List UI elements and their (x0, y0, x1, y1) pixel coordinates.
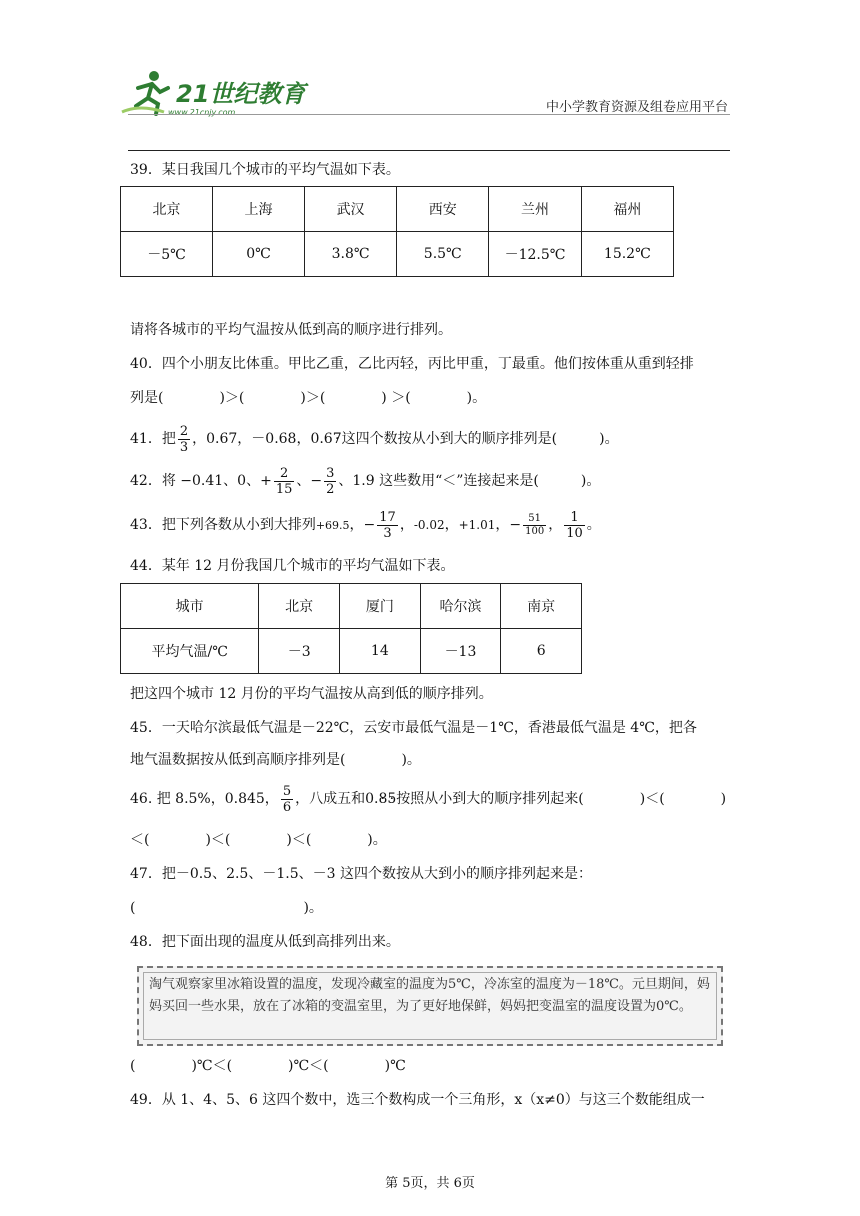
fraction (564, 510, 585, 541)
q42-sep: 、− (296, 473, 323, 489)
q46-suffix: 按照从小到大的顺序排列起来( )＜( ) (396, 791, 727, 807)
question-43 (130, 508, 601, 543)
question-47-line2: ( )。 (130, 900, 323, 916)
fridge-note-text: 淘气观察家里冰箱设置的温度，发现冷藏室的温度为5℃，冷冻室的温度为－18℃。元旦期间，妈妈买回一些水果，放在了冰箱的变温室里，为了更好地保鲜，妈妈把变温室的温度设置为0℃。 (149, 977, 710, 1014)
question-47-line1: 47．把－0.5、2.5、－1.5、－3 这四个数按从大到小的顺序排列起来是： (130, 866, 592, 882)
denominator: 3 (179, 439, 189, 455)
table-cell: 上海 (212, 187, 304, 232)
question-48: 48．把下面出现的温度从低到高排列出来。 (130, 934, 400, 950)
q41-suffix: 这四个数按从小到大的顺序排列是( )。 (341, 431, 619, 447)
repeating-digit: 5 · (387, 791, 396, 807)
numerator: 5 (282, 783, 292, 799)
question-49: 49．从 1、4、5、6 这四个数中，选三个数构成一个三角形，x（x≠0）与这三个数能组成一 (130, 1092, 705, 1108)
header-divider (128, 114, 730, 115)
numerator: 17 (379, 509, 396, 525)
table-cell: 武汉 (304, 187, 396, 232)
denominator: 10 (566, 525, 583, 541)
table-row (121, 629, 582, 674)
header-rule (128, 150, 730, 151)
table-cell: 6 (501, 629, 582, 674)
question-39: 39．某日我国几个城市的平均气温如下表。 (130, 162, 400, 178)
comma: ， (399, 517, 414, 533)
question-45-line1: 45．一天哈尔滨最低气温是－22℃，云安市最低气温是－1℃，香港最低气温是 4℃，把各 (130, 720, 697, 736)
q41-mid: ，0.67，－0.68， (192, 431, 311, 447)
table-cell: 0℃ (212, 232, 304, 277)
question-45-line2: 地气温数据按从低到高顺序排列是( )。 (130, 752, 421, 768)
denominator: 6 (282, 799, 292, 815)
table-cell: 5.5℃ (397, 232, 489, 277)
repeating-decimal (310, 431, 341, 447)
table-cell: 厦门 (340, 584, 421, 629)
table-row (121, 584, 582, 629)
logo-url: www.21cnjy.com (168, 108, 236, 117)
repeating-digit: 7 · (333, 431, 342, 447)
q41-prefix: 41．把 (130, 431, 176, 447)
numerator: 51 (523, 513, 546, 526)
platform-name: 中小学教育资源及组卷应用平台 (545, 100, 728, 115)
table-cell: 哈尔滨 (420, 584, 501, 629)
period: 。 (586, 517, 601, 533)
table-cell: 3.8℃ (304, 232, 396, 277)
question-40-line2: 列是( )＞( )＞( ) ＞( )。 (130, 390, 487, 406)
q42-suffix: 、1.9 这些数用“＜”连接起来是( )。 (338, 473, 601, 489)
question-39-ask: 请将各城市的平均气温按从低到高的顺序进行排列。 (130, 322, 452, 338)
repeating-digit: 8 · (378, 791, 387, 807)
comma: ， (495, 517, 510, 533)
question-46-line2: ＜( )＜( )＜( )。 (130, 832, 387, 848)
table-cell: 城市 (121, 584, 259, 629)
denominator: 3 (383, 525, 392, 541)
decimal-part: 0. (365, 791, 379, 807)
numerator: 2 (179, 423, 189, 439)
repeating-decimal (365, 791, 396, 807)
q46-prefix: 46. 把 8.5%，0.845， (130, 791, 279, 807)
value: +1.01 (458, 518, 496, 532)
logo-text: 21世纪教育 (176, 80, 306, 108)
denominator: 15 (275, 481, 293, 497)
table-cell: 西安 (397, 187, 489, 232)
table-row (121, 232, 674, 277)
q42-prefix: 42．将 −0.41、0、+ (130, 473, 272, 489)
table-cell: 15.2℃ (581, 232, 673, 277)
question-46 (130, 782, 726, 816)
question-41 (130, 422, 619, 456)
table-row (121, 187, 674, 232)
table-cell: －13 (420, 629, 501, 674)
fraction (274, 466, 295, 497)
table-cell: 平均气温/℃ (121, 629, 259, 674)
comma: ， (548, 517, 563, 533)
fridge-note-box (137, 966, 723, 1046)
question-48-answer: ( )℃＜( )℃＜( )℃ (130, 1058, 406, 1074)
table-cell: －5℃ (121, 232, 213, 277)
numerator: 2 (274, 466, 295, 482)
q46-mid: ，八成五和 (295, 791, 366, 807)
numerator: 3 (326, 465, 335, 481)
q43-prefix: 43．把下列各数从小到大排列 (130, 517, 316, 533)
page-header (120, 62, 730, 152)
table-cell: －12.5℃ (489, 232, 581, 277)
fraction (377, 510, 398, 541)
table-cell: 北京 (259, 584, 340, 629)
value: -0.02 (413, 518, 445, 532)
fraction (281, 784, 293, 815)
decimal-part: 0.6 (310, 431, 333, 447)
logo (120, 68, 320, 124)
question-42 (130, 464, 600, 498)
minus-sign: − (363, 517, 376, 533)
question-44-ask: 把这四个城市 12 月份的平均气温按从高到低的顺序排列。 (130, 686, 493, 702)
denominator: 2 (326, 481, 335, 497)
minus-sign: − (509, 517, 522, 533)
table-cell: 南京 (501, 584, 582, 629)
table-cell: 福州 (581, 187, 673, 232)
december-temperature-table (120, 583, 582, 674)
fraction (324, 466, 336, 497)
table-cell: －3 (259, 629, 340, 674)
question-44: 44．某年 12 月份我国几个城市的平均气温如下表。 (130, 558, 455, 574)
comma: ， (444, 517, 459, 533)
fraction (178, 424, 190, 455)
comma: ， (349, 517, 364, 533)
city-temperature-table (120, 186, 674, 277)
table-cell: 兰州 (489, 187, 581, 232)
numerator: 1 (564, 510, 585, 526)
value: +69.5 (315, 519, 350, 532)
table-cell: 14 (340, 629, 421, 674)
question-40-line1: 40．四个小朋友比体重。甲比乙重，乙比丙轻，丙比甲重，丁最重。他们按体重从重到轻排 (130, 356, 694, 372)
denominator: 100 (525, 525, 545, 537)
table-cell: 北京 (121, 187, 213, 232)
page-footer: 第 5页，共 6页 (385, 1176, 475, 1191)
fraction (523, 513, 546, 538)
